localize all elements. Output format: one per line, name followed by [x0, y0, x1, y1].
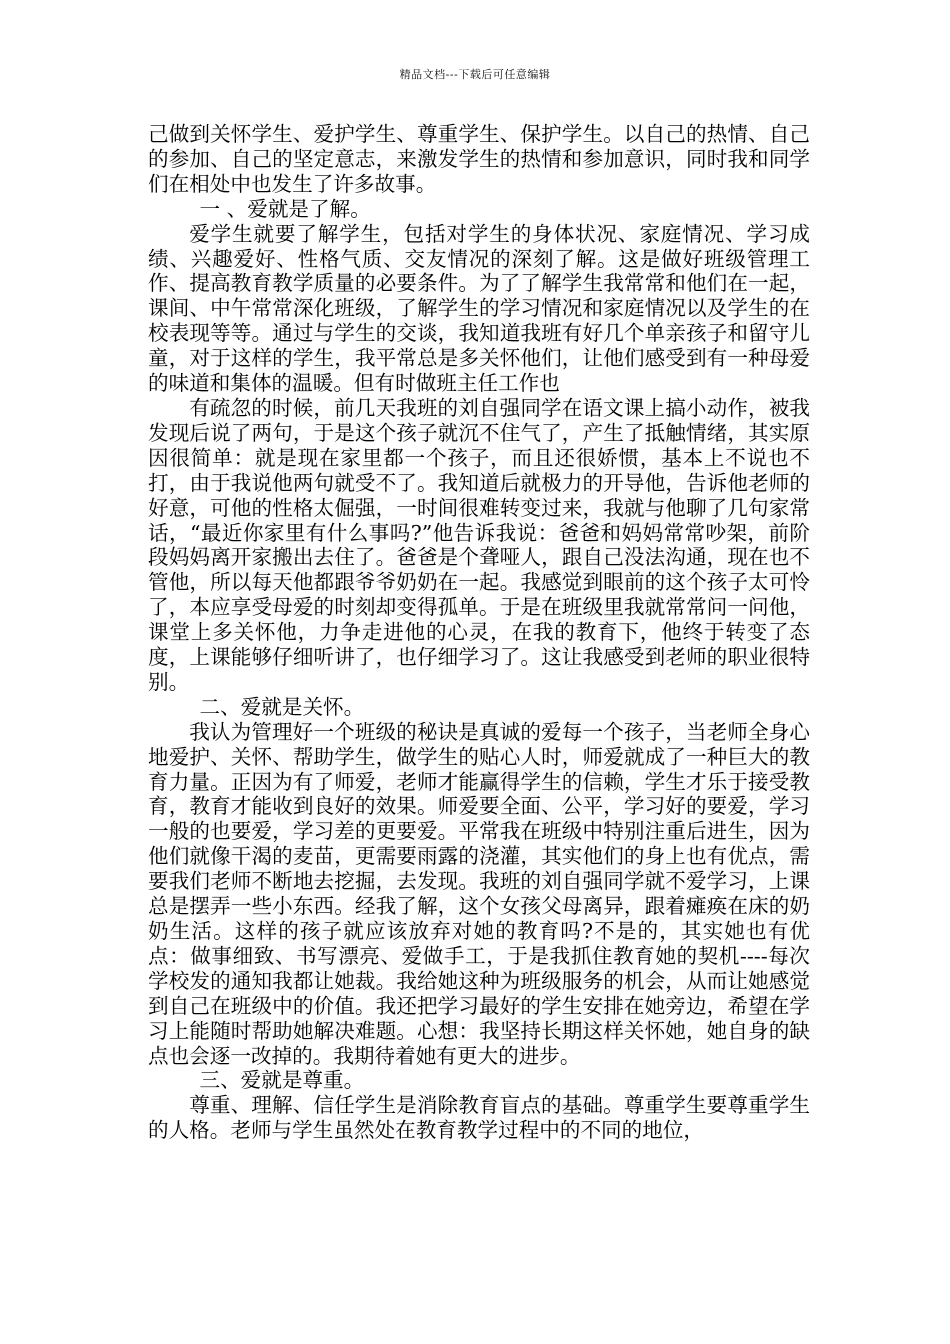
paragraph-2: 我认为管理好一个班级的秘诀是真诚的爱每一个孩子，当老师全身心地爱护、关怀、帮助学生，做学生的贴心人时，师爱就成了一种巨大的教育力量。正因为有了师爱，老师才能赢得学生的信赖，学生才乐于接受教育，教育才能收到良好的效果。师爱要全面、公平，学习好的要爱，学习一般的也要爱，学习差的更要爱。平常我在班级中特别注重后进生，因为他们就像干渴的麦苗，更需要雨露的浇灌，其实他们的身上也有优点，需要我们老师不断地去挖掘，去发现。我班的刘自强同学就不爱学习，上课总是摆弄一些小东西。经我了解，这个女孩父母离异，跟着瘫痪在床的奶奶生活。这样的孩子就应该放弃对她的教育吗?不是的，其实她也有优点：做事细致、书写漂亮、爱做手工，于是我抓住教育她的契机----每次学校发的通知我都让她裁。我给她这种为班级服务的机会，从而让她感觉到自己在班级中的价值。我还把学习最好的学生安排在她旁边，希望在学习上能随时帮助她解决难题。心想：我坚持长期这样关怀她，她自身的缺点也会逐一改掉的。我期待着她有更大的进步。 — [148, 719, 810, 1068]
section-heading-2: 二、爱就是关怀。 — [199, 694, 365, 719]
paragraph-3: 尊重、理解、信任学生是消除教育盲点的基础。尊重学生要尊重学生的人格。老师与学生虽然处在教育教学过程中的不同的地位， — [148, 1093, 810, 1143]
document-body — [148, 122, 810, 1143]
page-header: 精品文档---下载后可任意编辑 — [399, 68, 551, 81]
paragraph-intro-continuation: 己做到关怀学生、爱护学生、尊重学生、保护学生。以自己的热情、自己的参加、自己的坚定意志，来激发学生的热情和参加意识，同时我和同学们在相处中也发生了许多故事。 — [148, 122, 810, 196]
paragraph-1a: 爱学生就要了解学生，包括对学生的身体状况、家庭情况、学习成绩、兴趣爱好、性格气质、交友情况的深刻了解。这是做好班级管理工作、提高教育教学质量的必要条件。为了了解学生我常常和他们在一起，课间、中午常常深化班级，了解学生的学习情况和家庭情况以及学生的在校表现等等。通过与学生的交谈，我知道我班有好几个单亲孩子和留守儿童，对于这样的学生，我平常总是多关怀他们，让他们感受到有一种母爱的味道和集体的温暖。但有时做班主任工作也 — [148, 221, 810, 396]
section-heading-3: 三、爱就是尊重。 — [199, 1068, 365, 1093]
paragraph-1b: 有疏忽的时候，前几天我班的刘自强同学在语文课上搞小动作，被我发现后说了两句，于是这个孩子就沉不住气了，产生了抵触情绪，其实原因很简单：就是现在家里都一个孩子，而且还很娇惯，基本上不说也不打，由于我说他两句就受不了。我知道后就极力的开导他，告诉他老师的好意，可他的性格太倔强，一时间很难转变过来，我就与他聊了几句家常话，“最近你家里有什么事吗?”他告诉我说：爸爸和妈妈常常吵架，前阶段妈妈离开家搬出去住了。爸爸是个聋哑人，跟自己没法沟通，现在也不管他，所以每天他都跟爷爷奶奶在一起。我感觉到眼前的这个孩子太可怜了，本应享受母爱的时刻却变得孤单。于是在班级里我就常常问一问他，课堂上多关怀他，力争走进他的心灵，在我的教育下，他终于转变了态度，上课能够仔细听讲了，也仔细学习了。这让我感受到老师的职业很特别。 — [148, 395, 810, 694]
section-heading-1: 一 、爱就是了解。 — [199, 196, 371, 221]
